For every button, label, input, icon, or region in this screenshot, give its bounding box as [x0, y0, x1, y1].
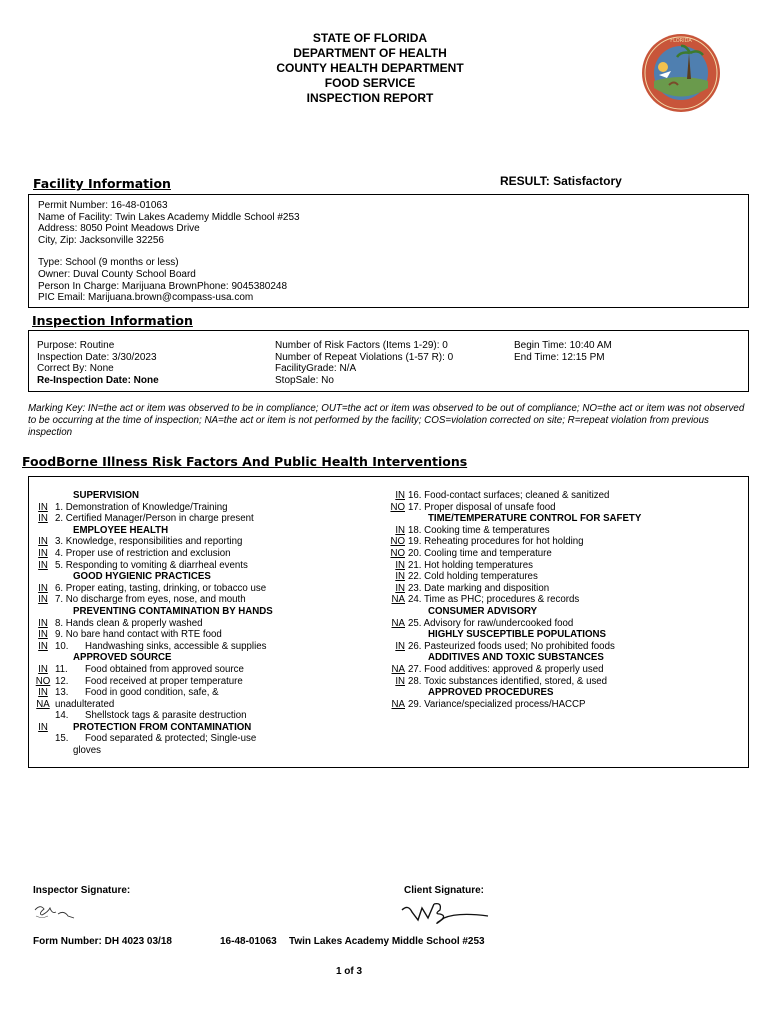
risk-category-heading [33, 722, 373, 734]
risk-item-row [33, 560, 373, 572]
item-text: 22. Cold holding temperatures [408, 571, 538, 583]
risk-category-heading [383, 652, 743, 664]
risk-item-row [33, 664, 373, 676]
compliance-code: NA [391, 663, 405, 675]
compliance-code: IN [395, 582, 405, 594]
risk-list-right [383, 490, 743, 710]
risk-item-row [383, 594, 743, 606]
risk-item-row [383, 560, 743, 572]
item-text: 7. No discharge from eyes, nose, and mouth [55, 594, 246, 606]
item-text: 19. Reheating procedures for hot holding [408, 536, 584, 548]
compliance-code: IN [38, 513, 48, 525]
client-signature-label: Client Signature: [404, 885, 485, 896]
state-seal-logo [641, 33, 721, 113]
item-text: 27. Food additives: approved & properly used [408, 663, 604, 675]
compliance-code: NA [391, 617, 405, 629]
inspection-section-title: Inspection Information [32, 313, 193, 328]
compliance-code [33, 490, 53, 502]
risk-factor-count: Number of Risk Factors (Items 1-29): 0 [275, 340, 448, 351]
compliance-code [383, 606, 408, 618]
item-text: 5. Responding to vomiting & diarrheal events [55, 559, 248, 571]
risk-category-heading [383, 606, 743, 618]
item-text: Handwashing sinks, accessible & supplies [85, 640, 267, 652]
compliance-code: IN [38, 721, 48, 733]
compliance-code [33, 733, 53, 745]
risk-item-row [33, 676, 373, 688]
item-text: Shellstock tags & parasite destruction [85, 710, 247, 722]
compliance-code: IN [395, 675, 405, 687]
item-text: 28. Toxic substances identified, stored, & used [408, 675, 608, 687]
risk-item-row [33, 687, 373, 699]
risk-item-row [33, 583, 373, 595]
category-label: PREVENTING CONTAMINATION BY HANDS [73, 605, 273, 617]
compliance-code: IN [395, 640, 405, 652]
item-number: 13. [55, 687, 69, 699]
risk-item-row [383, 583, 743, 595]
compliance-code [33, 652, 53, 664]
pic-email: PIC Email: Marijuana.brown@compass-usa.com [38, 292, 254, 304]
item-text: 4. Proper use of restriction and exclusion [55, 547, 231, 559]
reinspection-date: Re-Inspection Date: None [37, 374, 159, 386]
compliance-code: NO [390, 501, 405, 513]
item-text: Food received at proper temperature [85, 675, 243, 687]
risk-item-row [383, 664, 743, 676]
risk-item-row [383, 502, 743, 514]
item-text: 21. Hot holding temperatures [408, 559, 533, 571]
item-text: 25. Advisory for raw/undercooked food [408, 617, 574, 629]
inspector-signature-label: Inspector Signature: [33, 885, 131, 896]
compliance-code: IN [38, 640, 48, 652]
footer-facility-name: Twin Lakes Academy Middle School #253 [289, 936, 485, 947]
compliance-code: IN [38, 582, 48, 594]
compliance-code [383, 652, 408, 664]
footer-permit-number: 16-48-01063 [220, 936, 277, 947]
risk-item-row [33, 548, 373, 560]
client-signature-image [398, 898, 493, 930]
item-text: gloves [73, 745, 102, 757]
stop-sale: StopSale: No [275, 374, 334, 386]
risk-item-row [383, 525, 743, 537]
item-number: 10. [55, 640, 69, 652]
risk-item-row [383, 548, 743, 560]
item-text: 2. Certified Manager/Person in charge present [55, 513, 254, 525]
item-text: 29. Variance/specialized process/HACCP [408, 698, 586, 710]
compliance-code: IN [38, 629, 48, 641]
compliance-code: NO [390, 536, 405, 548]
item-text: 8. Hands clean & properly washed [55, 617, 203, 629]
compliance-code: IN [395, 571, 405, 583]
compliance-code: IN [395, 559, 405, 571]
header-line: INSPECTION REPORT [306, 91, 434, 105]
svg-text:FLORIDA: FLORIDA [670, 38, 692, 44]
compliance-code [33, 710, 53, 722]
compliance-code: IN [38, 501, 48, 513]
item-text: 18. Cooking time & temperatures [408, 524, 550, 536]
compliance-code: IN [395, 524, 405, 536]
facility-type: Type: School (9 months or less) [38, 257, 179, 269]
risk-item-row [33, 513, 373, 525]
item-number: 14. [55, 710, 69, 722]
category-label: APPROVED SOURCE [73, 652, 172, 664]
compliance-code: NA [391, 594, 405, 606]
compliance-code [383, 629, 408, 641]
category-label: GOOD HYGIENIC PRACTICES [73, 571, 211, 583]
facility-section-title: Facility Information [33, 176, 171, 191]
report-header [0, 31, 740, 106]
inspection-date: Inspection Date: 3/30/2023 [37, 351, 157, 363]
compliance-code [33, 745, 53, 757]
facility-city-zip: City, Zip: Jacksonville 32256 [38, 234, 164, 246]
risk-item-row [33, 502, 373, 514]
inspection-purpose: Purpose: Routine [37, 340, 115, 351]
category-label: ADDITIVES AND TOXIC SUBSTANCES [428, 652, 604, 664]
risk-item-row [383, 699, 743, 711]
risk-category-heading [33, 652, 373, 664]
inspector-signature-image [30, 900, 80, 925]
compliance-code: IN [38, 663, 48, 675]
compliance-code: IN [38, 594, 48, 606]
item-text: 6. Proper eating, tasting, drinking, or tobacco use [55, 582, 267, 594]
item-text: Food obtained from approved source [85, 663, 244, 675]
item-text: 26. Pasteurized foods used; No prohibited foods [408, 640, 615, 652]
compliance-code: IN [38, 559, 48, 571]
item-text: 9. No bare hand contact with RTE food [55, 629, 222, 641]
risk-category-heading [383, 687, 743, 699]
header-line: STATE OF FLORIDA [312, 31, 428, 45]
item-number: 12. [55, 675, 69, 687]
compliance-code: IN [38, 617, 48, 629]
category-label: TIME/TEMPERATURE CONTROL FOR SAFETY [428, 513, 642, 525]
risk-item-row [383, 618, 743, 630]
header-line: COUNTY HEALTH DEPARTMENT [276, 61, 464, 75]
facility-grade: FacilityGrade: N/A [275, 363, 357, 375]
compliance-code: IN [38, 687, 48, 699]
facility-info-box [28, 194, 749, 308]
risk-category-heading [33, 525, 373, 537]
item-text: 23. Date marking and disposition [408, 582, 550, 594]
risk-item-row [33, 710, 373, 722]
compliance-code: NO [390, 547, 405, 559]
category-label: EMPLOYEE HEALTH [73, 524, 169, 536]
compliance-code: IN [38, 536, 48, 548]
header-line: FOOD SERVICE [324, 76, 416, 90]
begin-time: Begin Time: 10:40 AM [514, 340, 612, 351]
risk-category-heading [383, 513, 743, 525]
item-text: 3. Knowledge, responsibilities and reporting [55, 536, 243, 548]
risk-item-row [383, 641, 743, 653]
item-text: unadulterated [55, 698, 115, 710]
risk-category-heading [33, 490, 373, 502]
risk-category-heading [33, 571, 373, 583]
item-text: 16. Food-contact surfaces; cleaned & sanitized [408, 490, 610, 501]
compliance-code [33, 571, 53, 583]
compliance-code [383, 687, 408, 699]
facility-address: Address: 8050 Point Meadows Drive [38, 223, 200, 235]
header-line: DEPARTMENT OF HEALTH [293, 46, 447, 60]
facility-owner: Owner: Duval County School Board [38, 268, 196, 280]
compliance-code: IN [395, 490, 405, 501]
item-text: 24. Time as PHC; procedures & records [408, 594, 580, 606]
item-text: 20. Cooling time and temperature [408, 547, 552, 559]
permit-number: Permit Number: 16-48-01063 [38, 200, 168, 211]
risk-list-left [33, 490, 373, 757]
item-text: 17. Proper disposal of unsafe food [408, 501, 556, 513]
category-label: HIGHLY SUSCEPTIBLE POPULATIONS [428, 629, 606, 641]
risk-item-row [383, 676, 743, 688]
risk-item-row [33, 745, 373, 757]
item-text: Food in good condition, safe, & [85, 687, 219, 699]
risk-item-row [33, 699, 373, 711]
category-label: CONSUMER ADVISORY [428, 605, 538, 617]
category-label: APPROVED PROCEDURES [428, 687, 554, 699]
item-text: 1. Demonstration of Knowledge/Training [55, 501, 228, 513]
compliance-code: NA [36, 698, 50, 710]
result-status: RESULT: Satisfactory [500, 174, 622, 188]
marking-key: Marking Key: IN=the act or item was observed to be in compliance; OUT=the act or item was observed to be out of compliance; NO=the act or item was not observed to be occurring at the time of inspection; NA=the act or item is not performed by the facility; COS=violation corrected on site; R=repeat violation from previous inspection [28, 403, 745, 438]
risk-section-title: FoodBorne Illness Risk Factors And Public Health Interventions [22, 454, 468, 469]
risk-item-row [33, 629, 373, 641]
risk-item-row [33, 618, 373, 630]
risk-category-heading [383, 629, 743, 641]
form-number: Form Number: DH 4023 03/18 [33, 936, 172, 947]
item-number: 15. [55, 733, 69, 745]
risk-item-row [383, 536, 743, 548]
risk-category-heading [33, 606, 373, 618]
risk-item-row [33, 733, 373, 745]
category-label: SUPERVISION [73, 490, 140, 501]
compliance-code [33, 525, 53, 537]
compliance-code [383, 513, 408, 525]
category-label: PROTECTION FROM CONTAMINATION [73, 721, 252, 733]
risk-item-row [33, 536, 373, 548]
page-number: 1 of 3 [335, 966, 363, 977]
correct-by: Correct By: None [37, 363, 114, 375]
repeat-violation-count: Number of Repeat Violations (1-57 R): 0 [275, 351, 454, 363]
facility-name: Name of Facility: Twin Lakes Academy Middle School #253 [38, 211, 300, 223]
risk-item-row [33, 641, 373, 653]
compliance-code [33, 606, 53, 618]
compliance-code: IN [38, 547, 48, 559]
compliance-code: NA [391, 698, 405, 710]
end-time: End Time: 12:15 PM [514, 351, 605, 363]
risk-item-row [383, 571, 743, 583]
compliance-code: NO [35, 675, 51, 687]
risk-item-row [383, 490, 743, 502]
person-in-charge: Person In Charge: Marijuana BrownPhone: 9045380248 [38, 280, 288, 292]
item-number: 11. [55, 663, 68, 675]
risk-item-row [33, 594, 373, 606]
inspection-info-box [28, 330, 749, 392]
item-text: Food separated & protected; Single-use [85, 733, 257, 745]
